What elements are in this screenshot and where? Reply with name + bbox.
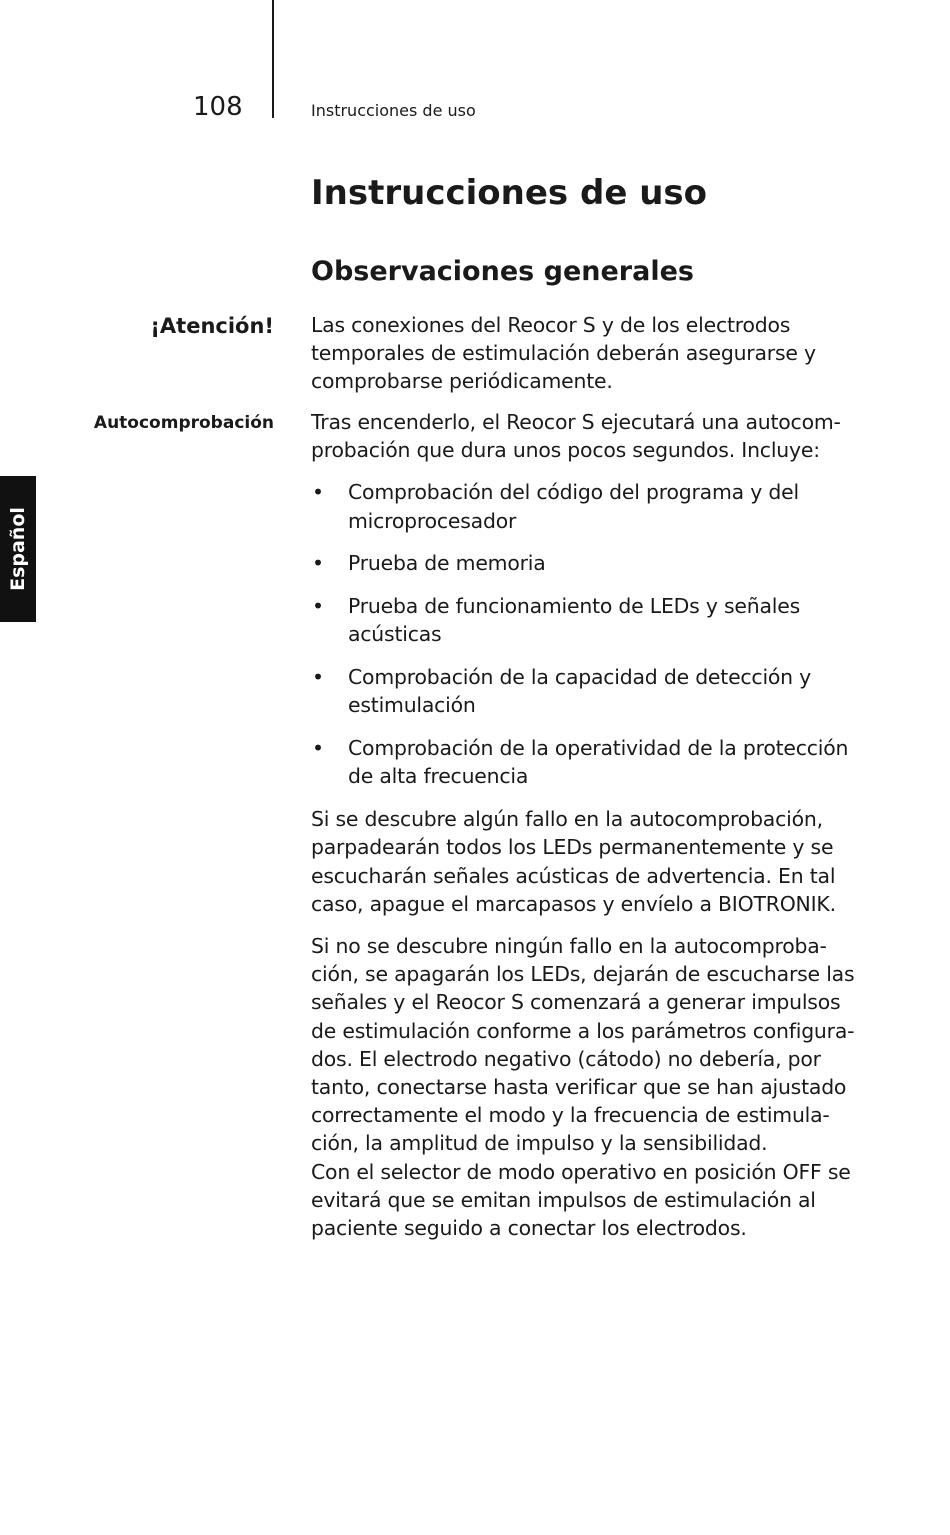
list-item: [311, 592, 871, 648]
section-title: Observaciones generales: [311, 256, 694, 287]
attention-text: Las conexiones del Reocor S y de los electrodos temporales de estimulación deberán asegurarse y comprobarse periódicamente.: [311, 313, 816, 394]
language-tab-label: Español: [7, 507, 29, 591]
list-item: [311, 663, 871, 719]
list-item: [311, 549, 871, 577]
autotest-label: Autocomprobación: [93, 413, 274, 433]
page-number: 108: [193, 92, 243, 122]
bullet: •: [312, 594, 324, 619]
autotest-intro: Tras encenderlo, el Reocor S ejecutará una autocom-probación que dura unos pocos segundos. Incluye:: [311, 410, 841, 463]
list-item: [311, 478, 871, 534]
bullet: •: [312, 551, 324, 576]
header-divider: [272, 0, 274, 118]
autotest-list: [311, 478, 871, 790]
off-paragraph: Con el selector de modo operativo en posición OFF se evitará que se emitan impulsos de estimulación al paciente seguido a conectar los electrodos.: [311, 1159, 851, 1241]
language-tab: [0, 476, 36, 622]
attention-label: ¡Atención!: [150, 314, 274, 338]
bullet: •: [312, 736, 324, 761]
list-item-text: Prueba de memoria: [348, 551, 546, 576]
list-item-text: Comprobación del código del programa y del microprocesador: [348, 480, 799, 533]
list-item-text: Prueba de funcionamiento de LEDs y señales acústicas: [348, 594, 801, 647]
pass-paragraph: Si no se descubre ningún fallo en la autocomproba-ción, se apagarán los LEDs, dejarán de escucharse las señales y el Reocor S comenzará a generar impulsos de estimulación conforme a los parámetros configura-dos. El electrodo negativo (cátodo) no debería, por tanto, conectarse hasta verificar que se han ajustado correctamente el modo y la frecuencia de estimula-ción, la amplitud de impulso y la sensibilidad.: [311, 934, 855, 1156]
bullet: •: [312, 480, 324, 505]
running-header: Instrucciones de uso: [311, 101, 476, 120]
list-item-text: Comprobación de la capacidad de detección y estimulación: [348, 665, 812, 718]
page-title: Instrucciones de uso: [311, 173, 708, 213]
list-item-text: Comprobación de la operatividad de la protección de alta frecuencia: [348, 736, 849, 789]
fail-paragraph: Si se descubre algún fallo en la autocomprobación, parpadearán todos los LEDs permanentemente y se escucharán señales acústicas de advertencia. En tal caso, apague el marcapasos y envíelo a BIOTRONIK.: [311, 807, 836, 916]
list-item: [311, 734, 871, 790]
bullet: •: [312, 665, 324, 690]
autotest-section: [311, 408, 871, 1256]
